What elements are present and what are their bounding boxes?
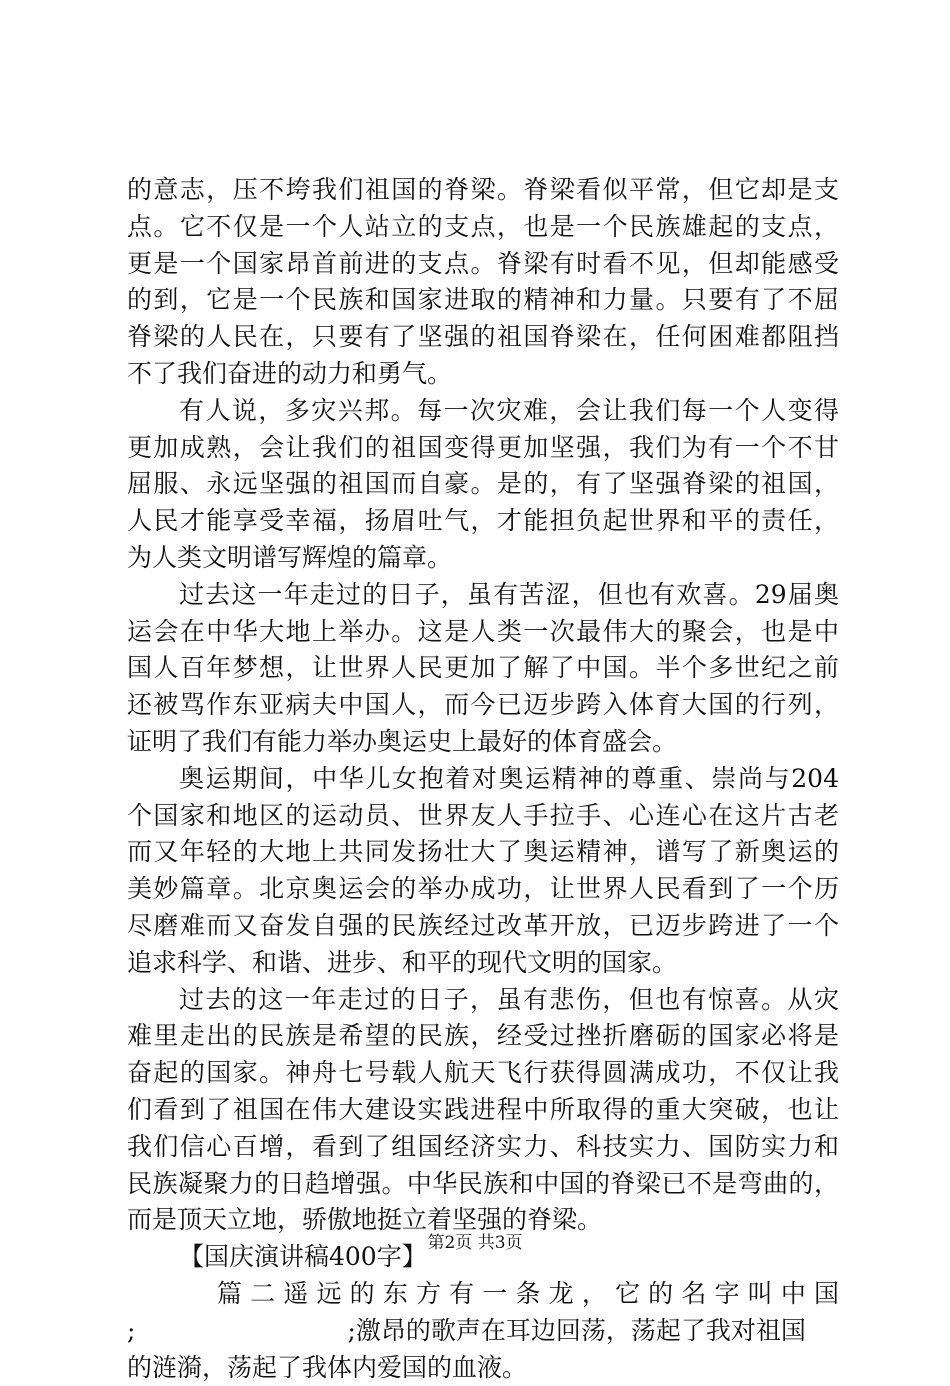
text-line: 民族凝聚力的日趋增强。中华民族和中国的脊梁已不是弯曲的， — [127, 1166, 839, 1203]
paragraph-first-line: 篇二遥远的东方有一条龙，它的名字叫中国 — [127, 1276, 839, 1313]
text-line: 奋起的国家。神舟七号载人航天飞行获得圆满成功，不仅让我 — [127, 1055, 839, 1092]
text-line: 证明了我们有能力举办奥运史上最好的体育盛会。 — [127, 724, 839, 761]
text-line: 而又年轻的大地上共同发扬壮大了奥运精神，谱写了新奥运的 — [127, 834, 839, 871]
text-line: 还被骂作东亚病夫中国人，而今已迈步跨入体育大国的行列， — [127, 687, 839, 724]
text-line: 难里走出的民族是希望的民族，经受过挫折磨砺的国家必将是 — [127, 1018, 839, 1055]
text-line: 屈服、永远坚强的祖国而自豪。是的，有了坚强脊梁的祖国， — [127, 466, 839, 503]
page-footer: 第2页 共3页 — [0, 1232, 950, 1254]
text-segment: ;激昂的歌声在耳边回荡，荡起了我对祖国 — [347, 1316, 805, 1345]
text-line: 更加成熟，会让我们的祖国变得更加坚强，我们为有一个不甘 — [127, 430, 839, 467]
text-line: 脊梁的人民在，只要有了坚强的祖国脊梁在，任何困难都阻挡 — [127, 319, 839, 356]
text-line: 追求科学、和谐、进步、和平的现代文明的国家。 — [127, 945, 839, 982]
text-line: 点。它不仅是一个人站立的支点，也是一个民族雄起的支点， — [127, 209, 839, 246]
semicolon-mark: ; — [127, 1316, 135, 1345]
text-line: 美妙篇章。北京奥运会的举办成功，让世界人民看到了一个历 — [127, 871, 839, 908]
text-line: 个国家和地区的运动员、世界友人手拉手、心连心在这片古老 — [127, 798, 839, 835]
paragraph-first-line: 奥运期间，中华儿女抱着对奥运精神的尊重、崇尚与204 — [127, 761, 839, 798]
text-line: 们看到了祖国在伟大建设实践进程中所取得的重大突破，也让 — [127, 1092, 839, 1129]
text-line: 更是一个国家昂首前进的支点。脊梁有时看不见，但却能感受 — [127, 246, 839, 283]
text-line: 的意志，压不垮我们祖国的脊梁。脊梁看似平常，但它却是支 — [127, 172, 839, 209]
section-heading: 【国庆演讲稿400字】 — [127, 1239, 839, 1276]
text-line: 不了我们奋进的动力和勇气。 — [127, 356, 839, 393]
text-line: 我们信心百增，看到了组国经济实力、科技实力、国防实力和 — [127, 1129, 839, 1166]
paragraph-first-line: 过去的这一年走过的日子，虽有悲伤，但也有惊喜。从灾 — [127, 982, 839, 1019]
text-line: 的涟漪，荡起了我体内爱国的血液。 — [127, 1350, 839, 1386]
paragraph-first-line: 有人说，多灾兴邦。每一次灾难，会让我们每一个人变得 — [127, 393, 839, 430]
text-line: 为人类文明谱写辉煌的篇章。 — [127, 540, 839, 577]
text-line: 国人百年梦想，让世界人民更加了解了中国。半个多世纪之前 — [127, 650, 839, 687]
paragraph-first-line: 过去这一年走过的日子，虽有苦涩，但也有欢喜。29届奥 — [127, 577, 839, 614]
text-line: 尽磨难而又奋发自强的民族经过改革开放，已迈步跨进了一个 — [127, 908, 839, 945]
text-line: 而是顶天立地，骄傲地挺立着坚强的脊梁。 — [127, 1202, 839, 1239]
document-body — [127, 172, 839, 1386]
text-line: 运会在中华大地上举办。这是人类一次最伟大的聚会，也是中 — [127, 614, 839, 651]
text-line: 人民才能享受幸福，扬眉吐气，才能担负起世界和平的责任， — [127, 503, 839, 540]
text-line: 的到，它是一个民族和国家进取的精神和力量。只要有了不屈 — [127, 282, 839, 319]
